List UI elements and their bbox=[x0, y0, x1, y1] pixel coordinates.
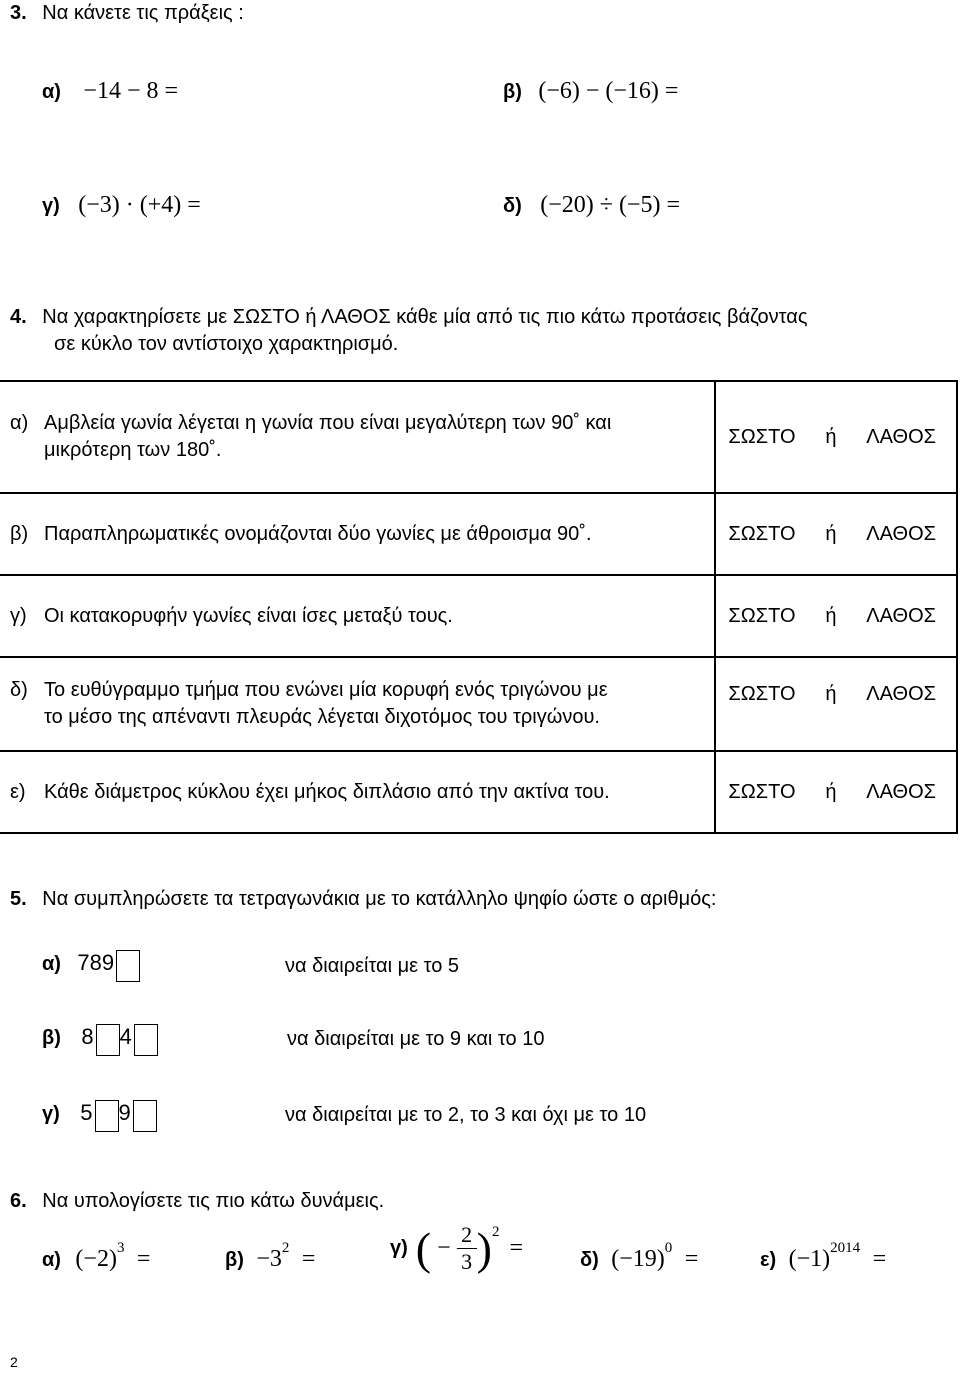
number-digits: 8 bbox=[81, 1024, 94, 1050]
fraction-numerator: 2 bbox=[461, 1222, 473, 1247]
q3-item-expr: (−20) ÷ (−5) = bbox=[540, 192, 680, 218]
answer-cell bbox=[715, 751, 957, 833]
statement-label: α) bbox=[10, 412, 29, 434]
minus-sign: − bbox=[437, 1235, 451, 1261]
q5-item-c bbox=[42, 1100, 157, 1132]
power-base: (−2) bbox=[75, 1246, 117, 1272]
q6-item-a bbox=[42, 1240, 150, 1273]
statement-label: ε) bbox=[10, 780, 26, 803]
q3-item-expr: (−3) · (+4) = bbox=[78, 192, 201, 218]
answer-false[interactable]: ΛΑΘΟΣ bbox=[866, 425, 936, 448]
fraction bbox=[457, 1222, 477, 1275]
q5-item-condition: να διαιρείται με το 2, το 3 και όχι με το 10 bbox=[285, 1104, 647, 1126]
answer-or: ή bbox=[825, 604, 837, 627]
q6-item-label: γ) bbox=[390, 1237, 408, 1259]
power-exponent: 0 bbox=[664, 1240, 673, 1256]
q5-number: 5. bbox=[10, 888, 27, 910]
q5-item-a bbox=[42, 950, 140, 982]
answer-false[interactable]: ΛΑΘΟΣ bbox=[866, 604, 936, 627]
answer-false[interactable]: ΛΑΘΟΣ bbox=[866, 522, 936, 545]
power-exponent: 2014 bbox=[830, 1240, 861, 1256]
power-exponent: 2 bbox=[281, 1240, 290, 1256]
q5-title: Να συμπληρώσετε τα τετραγωνάκια με το κατάλληλο ψηφίο ώστε ο αριθμός: bbox=[42, 888, 717, 910]
q5-item-b bbox=[42, 1024, 158, 1056]
statement-text: το μέσο της απέναντι πλευράς λέγεται διχοτόμος του τριγώνου. bbox=[44, 706, 600, 728]
statement-label: γ) bbox=[10, 604, 27, 627]
digit-box[interactable] bbox=[133, 1100, 157, 1132]
power-base: (−1) bbox=[788, 1246, 831, 1272]
q3-header bbox=[10, 2, 244, 25]
fraction-denominator: 3 bbox=[461, 1249, 473, 1274]
answer-or: ή bbox=[825, 682, 837, 705]
number-digits: 5 bbox=[80, 1100, 93, 1126]
power-base: −3 bbox=[256, 1246, 282, 1272]
answer-true[interactable]: ΣΩΣΤΟ bbox=[728, 780, 796, 803]
answer-cell bbox=[715, 493, 957, 575]
q3-item-expr: (−6) − (−16) = bbox=[538, 78, 679, 104]
answer-true[interactable]: ΣΩΣΤΟ bbox=[728, 604, 796, 627]
q5-item-condition: να διαιρείται με το 5 bbox=[285, 955, 460, 977]
equals-sign: = bbox=[872, 1246, 887, 1272]
power-exponent: 2 bbox=[492, 1224, 500, 1240]
q6-item-e bbox=[760, 1240, 886, 1273]
q3-item-label: γ) bbox=[42, 195, 60, 217]
digit-box[interactable] bbox=[134, 1024, 158, 1056]
q6-item-label: β) bbox=[225, 1249, 244, 1271]
q3-item-label: δ) bbox=[503, 195, 522, 217]
statement-cell bbox=[0, 751, 715, 833]
statement-text: Οι κατακορυφήν γωνίες είναι ίσες μεταξύ τους. bbox=[44, 604, 453, 627]
q6-item-d bbox=[580, 1240, 698, 1273]
answer-cell bbox=[715, 381, 957, 493]
q5-item-label: α) bbox=[42, 953, 61, 976]
answer-or: ή bbox=[825, 425, 837, 448]
answer-true[interactable]: ΣΩΣΤΟ bbox=[728, 682, 796, 705]
q3-item-a bbox=[42, 78, 178, 105]
table-row bbox=[0, 575, 957, 657]
table-row bbox=[0, 381, 957, 493]
statement-cell bbox=[0, 657, 715, 751]
q6-item-c bbox=[390, 1222, 523, 1275]
answer-cell bbox=[715, 575, 957, 657]
statement-label: δ) bbox=[10, 679, 28, 701]
answer-false[interactable]: ΛΑΘΟΣ bbox=[866, 682, 936, 705]
answer-false[interactable]: ΛΑΘΟΣ bbox=[866, 780, 936, 803]
q6-item-label: δ) bbox=[580, 1249, 599, 1271]
statement-text: Το ευθύγραμμο τμήμα που ενώνει μία κορυφή ενός τριγώνου με bbox=[44, 679, 608, 701]
q3-item-label: β) bbox=[503, 81, 522, 103]
answer-cell bbox=[715, 657, 957, 751]
table-row bbox=[0, 493, 957, 575]
q6-number: 6. bbox=[10, 1190, 27, 1212]
statement-label: β) bbox=[10, 522, 29, 545]
left-paren: ( bbox=[415, 1222, 432, 1274]
q3-item-b bbox=[503, 78, 678, 105]
statement-cell bbox=[0, 575, 715, 657]
number-digits: 4 bbox=[119, 1024, 132, 1050]
statement-cell bbox=[0, 381, 715, 493]
digit-box[interactable] bbox=[95, 1100, 119, 1132]
statement-text: Αμβλεία γωνία λέγεται η γωνία που είναι μεγαλύτερη των 90˚ και bbox=[44, 412, 612, 434]
q4-title-line1: Να χαρακτηρίσετε με ΣΩΣΤΟ ή ΛΑΘΟΣ κάθε μία από τις πιο κάτω προτάσεις βάζοντας bbox=[42, 306, 808, 328]
q3-number: 3. bbox=[10, 2, 27, 24]
answer-true[interactable]: ΣΩΣΤΟ bbox=[728, 522, 796, 545]
equals-sign: = bbox=[301, 1246, 316, 1272]
q5-item-condition: να διαιρείται με το 9 και το 10 bbox=[287, 1028, 545, 1050]
page-number: 2 bbox=[10, 1354, 18, 1370]
q5-item-label: β) bbox=[42, 1027, 61, 1050]
digit-box[interactable] bbox=[116, 950, 140, 982]
power-base: (−19) bbox=[611, 1246, 665, 1272]
answer-true[interactable]: ΣΩΣΤΟ bbox=[728, 425, 796, 448]
number-digits: 789 bbox=[77, 950, 115, 976]
q4-title-line2: σε κύκλο τον αντίστοιχο χαρακτηρισμό. bbox=[54, 333, 399, 355]
equals-sign: = bbox=[684, 1246, 699, 1272]
table-row bbox=[0, 751, 957, 833]
power-exponent: 3 bbox=[116, 1240, 125, 1256]
q6-header bbox=[10, 1190, 384, 1213]
number-digits: 9 bbox=[118, 1100, 131, 1126]
statement-text: Παραπληρωματικές ονομάζονται δύο γωνίες με άθροισμα 90˚. bbox=[44, 522, 592, 545]
answer-or: ή bbox=[825, 780, 837, 803]
table-row bbox=[0, 657, 957, 751]
statement-cell bbox=[0, 493, 715, 575]
q3-item-label: α) bbox=[42, 81, 61, 103]
q3-item-c bbox=[42, 192, 201, 219]
q3-item-d bbox=[503, 192, 680, 219]
q6-item-label: α) bbox=[42, 1249, 61, 1271]
statement-text: Κάθε διάμετρος κύκλου έχει μήκος διπλάσιο από την ακτίνα του. bbox=[44, 780, 610, 803]
right-paren: ) bbox=[476, 1222, 492, 1274]
q3-title: Να κάνετε τις πράξεις : bbox=[42, 2, 244, 24]
q4-header bbox=[10, 304, 807, 358]
digit-box[interactable] bbox=[96, 1024, 120, 1056]
q5-header bbox=[10, 888, 716, 911]
equals-sign: = bbox=[136, 1246, 151, 1272]
true-false-table bbox=[0, 380, 958, 834]
equals-sign: = bbox=[509, 1235, 524, 1261]
answer-or: ή bbox=[825, 522, 837, 545]
q6-item-b bbox=[225, 1240, 315, 1273]
q5-item-label: γ) bbox=[42, 1103, 60, 1126]
q6-item-label: ε) bbox=[760, 1249, 777, 1271]
q4-number: 4. bbox=[10, 306, 27, 328]
statement-text: μικρότερη των 180˚. bbox=[44, 439, 222, 461]
q3-item-expr: −14 − 8 = bbox=[83, 78, 179, 104]
q6-title: Να υπολογίσετε τις πιο κάτω δυνάμεις. bbox=[42, 1190, 385, 1212]
